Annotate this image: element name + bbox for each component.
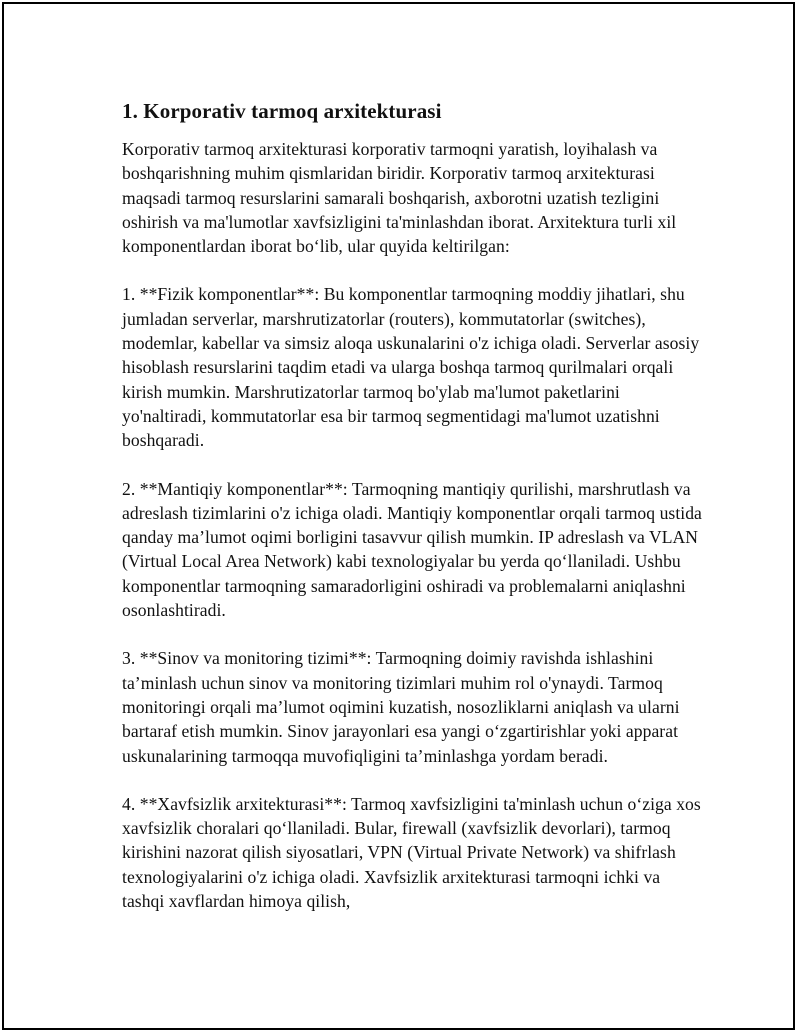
page-border <box>2 2 795 1030</box>
testing-monitoring-paragraph: 3. **Sinov va monitoring tizimi**: Tarmoqning doimiy ravishda ishlashini ta’minlash uchun sinov va monitoring tizimlari muhim rol o'ynaydi. Tarmoq monitoringi orqali ma’lumot oqimini kuzatish, nosozliklarni aniqlash va ularni bartaraf etish mumkin. Sinov jarayonlari esa yangi o‘zgartirishlar yoki apparat uskunalarining tarmoqqa muvofiqligini ta’minlashga yordam beradi. <box>122 648 680 766</box>
document-body <box>122 97 702 937</box>
security-architecture-paragraph: 4. **Xavfsizlik arxitekturasi**: Tarmoq xavfsizligini ta'minlash uchun o‘ziga xos xavfsizlik choralari qo‘llaniladi. Bular, firewall (xavfsizlik devorlari), tarmoq kirishini nazorat qilish siyosatlari, VPN (Virtual Private Network) va shifrlash texnologiyalarini o'z ichiga oladi. Xavfsizlik arxitekturasi tarmoqni ichki va tashqi xavflardan himoya qilish, <box>122 793 701 912</box>
section-heading: 1. Korporativ tarmoq arxitekturasi <box>122 99 442 123</box>
physical-components-paragraph: 1. **Fizik komponentlar**: Bu komponentlar tarmoqning moddiy jihatlari, shu jumladan serverlar, marshrutizatorlar (routers), kommutatorlar (switches), modemlar, kabellar va simsiz aloqa uskunalarini o'z ichiga oladi. Serverlar asosiy hisoblash resurslarini taqdim etadi va ularga boshqa tarmoq qurilmalari orqali kirish mumkin. Marshrutizatorlar tarmoq bo'ylab ma'lumot paketlarini yo'naltiradi, kommutatorlar esa bir tarmoq segmentidagi ma'lumot uzatishni boshqaradi. <box>122 284 700 451</box>
intro-paragraph: Korporativ tarmoq arxitekturasi korporativ tarmoqni yaratish, loyihalash va boshqarishning muhim qismlaridan biridir. Korporativ tarmoq arxitekturasi maqsadi tarmoq resurslarini samarali boshqarish, axborotni uzatish tezligini oshirish va ma'lumotlar xavfsizligini ta'minlashdan iborat. Arxitektura turli xil komponentlardan iborat bo‘lib, ular quyida keltirilgan: <box>122 139 677 257</box>
logical-components-paragraph: 2. **Mantiqiy komponentlar**: Tarmoqning mantiqiy qurilishi, marshrutlash va adreslash tizimlarini o'z ichiga oladi. Mantiqiy komponentlar orqali tarmoq ustida qanday ma’lumot oqimi borligini tasavvur qilish mumkin. IP adreslash va VLAN (Virtual Local Area Network) kabi texnologiyalar bu yerda qo‘llaniladi. Ushbu komponentlar tarmoqning samaradorligini oshiradi va problemalarni aniqlashni osonlashtiradi. <box>122 478 702 621</box>
